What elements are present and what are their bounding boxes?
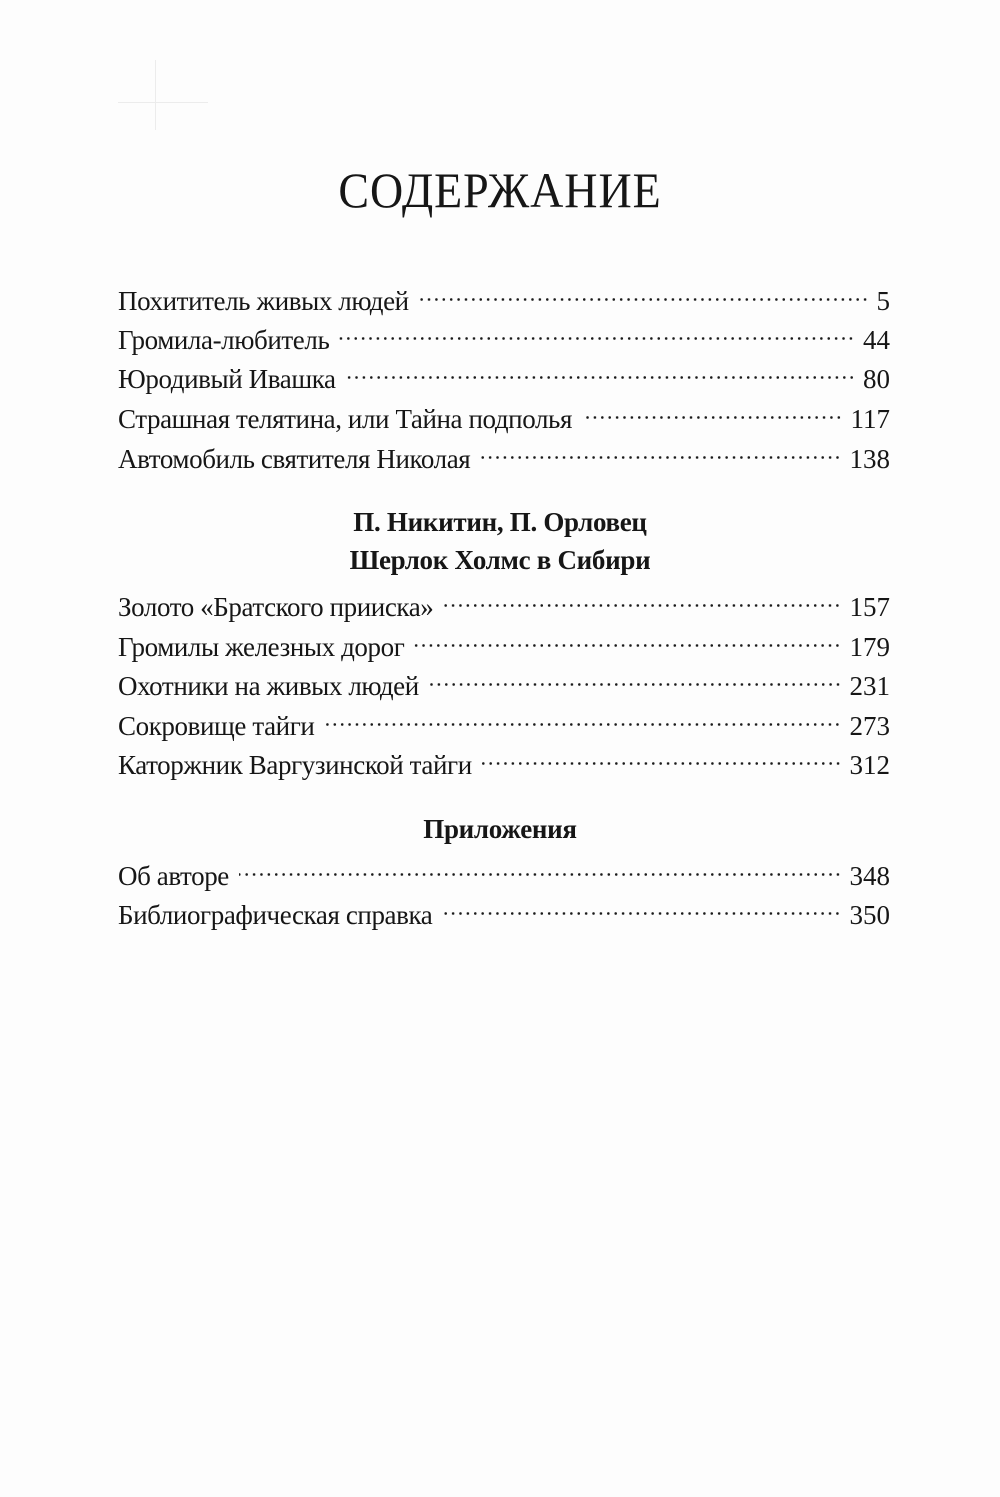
show-through-rule-vertical bbox=[155, 60, 156, 130]
section-heading: Шерлок Холмс в Сибири bbox=[349, 545, 651, 575]
toc-entry-title: Золото «Братского прииска» bbox=[118, 592, 434, 622]
toc-entry-page: 350 bbox=[849, 900, 890, 930]
dot-leader bbox=[324, 699, 841, 735]
toc-entry-page: 312 bbox=[849, 750, 890, 780]
page-title: СОДЕРЖАНИЕ bbox=[338, 162, 662, 218]
toc-entry-title: Автомобиль святителя Николая bbox=[118, 444, 471, 474]
dot-leader bbox=[339, 313, 855, 349]
toc-entry[interactable] bbox=[118, 274, 890, 316]
toc-entry-page: 273 bbox=[849, 711, 890, 741]
toc-entry-title: Сокровище тайги bbox=[118, 711, 315, 741]
toc-entry-page: 138 bbox=[849, 444, 890, 474]
toc-entry-title: Охотники на живых людей bbox=[118, 671, 419, 701]
toc-entry-page: 348 bbox=[849, 861, 890, 891]
toc-entry[interactable] bbox=[118, 738, 890, 780]
toc-entry-title: Каторжник Варгузинской тайги bbox=[118, 750, 472, 780]
dot-leader bbox=[482, 738, 842, 774]
toc-entry[interactable] bbox=[118, 392, 890, 434]
toc-entry[interactable] bbox=[118, 888, 890, 930]
toc-entry-title: Библиографическая справка bbox=[118, 900, 433, 930]
toc-entry-title: Страшная телятина, или Тайна подполья bbox=[118, 404, 572, 434]
dot-leader bbox=[419, 274, 869, 310]
toc-entry-page: 157 bbox=[849, 592, 890, 622]
dot-leader bbox=[414, 620, 841, 656]
dot-leader bbox=[582, 392, 843, 428]
toc-entry[interactable] bbox=[118, 580, 890, 622]
toc-entry-page: 80 bbox=[863, 364, 890, 394]
toc-entry[interactable] bbox=[118, 699, 890, 741]
toc-entry-page: 231 bbox=[849, 671, 890, 701]
dot-leader bbox=[443, 580, 841, 616]
toc-entry-page: 179 bbox=[849, 632, 890, 662]
toc-entry-title: Громила-любитель bbox=[118, 325, 330, 355]
dot-leader bbox=[429, 659, 842, 695]
toc-entry-title: Похититель живых людей bbox=[118, 286, 409, 316]
toc-entry-title: Громилы железных дорог bbox=[118, 632, 405, 662]
toc-entry[interactable] bbox=[118, 313, 890, 355]
dot-leader bbox=[442, 888, 841, 924]
toc-entry-page: 44 bbox=[863, 325, 890, 355]
toc-entry[interactable] bbox=[118, 620, 890, 662]
toc-entry[interactable] bbox=[118, 849, 890, 891]
dot-leader bbox=[239, 849, 842, 885]
toc-entry[interactable] bbox=[118, 352, 890, 394]
section-authors: П. Никитин, П. Орловец bbox=[353, 507, 647, 537]
toc-entry-page: 5 bbox=[876, 286, 890, 316]
dot-leader bbox=[480, 432, 841, 468]
section-heading-appendix: Приложения bbox=[423, 814, 577, 844]
toc-entry[interactable] bbox=[118, 659, 890, 701]
dot-leader bbox=[346, 352, 855, 388]
toc-entry[interactable] bbox=[118, 432, 890, 474]
toc-entry-title: Юродивый Ивашка bbox=[118, 364, 336, 394]
toc-entry-title: Об авторе bbox=[118, 861, 229, 891]
show-through-rule bbox=[118, 102, 208, 103]
toc-entry-page: 117 bbox=[850, 404, 890, 434]
